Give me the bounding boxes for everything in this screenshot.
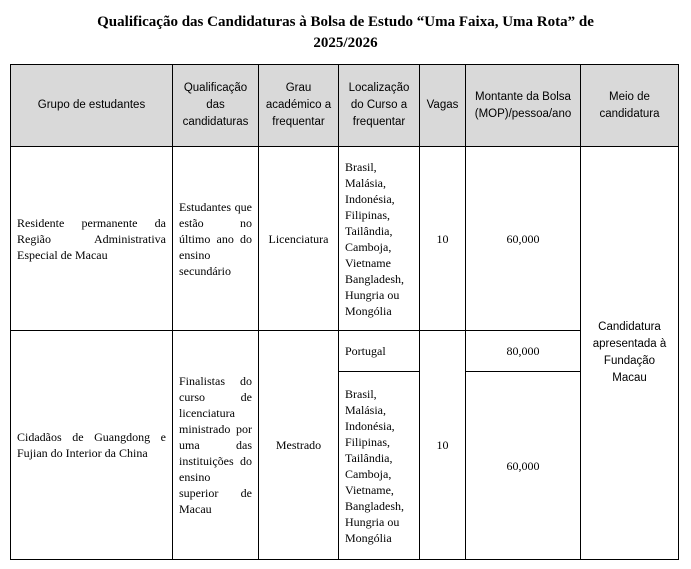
row2-location-other: Brasil, Malásia, Indonésia, Filipinas, Tailândia, Camboja, Vietname, Bangladesh, Hungria ou Mongólia xyxy=(339,372,420,560)
table-header-row xyxy=(11,65,679,147)
header-student-group: Grupo de estudantes xyxy=(11,65,173,147)
row2-vacancies: 10 xyxy=(420,331,466,560)
row1-amount: 60,000 xyxy=(466,147,581,331)
header-qualification: Qualificação das candidaturas xyxy=(173,65,259,147)
scholarship-table xyxy=(10,64,679,560)
row1-degree: Licenciatura xyxy=(259,147,339,331)
row2-amount-portugal: 80,000 xyxy=(466,331,581,372)
table-row xyxy=(11,147,679,331)
header-application-method: Meio de candidatura xyxy=(581,65,679,147)
row2-student-group: Cidadãos de Guangdong e Fujian do Interior da China xyxy=(11,331,173,560)
row2-location-portugal: Portugal xyxy=(339,331,420,372)
row1-student-group: Residente permanente da Região Administrativa Especial de Macau xyxy=(11,147,173,331)
row1-vacancies: 10 xyxy=(420,147,466,331)
row2-degree: Mestrado xyxy=(259,331,339,560)
row1-qualification: Estudantes que estão no último ano do ensino secundário xyxy=(173,147,259,331)
page-title xyxy=(0,12,691,54)
row1-location: Brasil, Malásia, Indonésia, Filipinas, Tailândia, Camboja, Vietname Bangladesh, Hungria ou Mongólia xyxy=(339,147,420,331)
header-amount: Montante da Bolsa (MOP)/pessoa/ano xyxy=(466,65,581,147)
page-title-line1: Qualificação das Candidaturas à Bolsa de Estudo “Uma Faixa, Uma Rota” de xyxy=(97,14,594,30)
row2-qualification: Finalistas do curso de licenciatura ministrado por uma das instituições do ensino superior de Macau xyxy=(173,331,259,560)
application-method: Candidatura apresentada à Fundação Macau xyxy=(581,147,679,560)
table-row xyxy=(11,331,679,372)
header-vacancies: Vagas xyxy=(420,65,466,147)
page-title-line2: 2025/2026 xyxy=(313,35,378,51)
header-degree: Grau académico a frequentar xyxy=(259,65,339,147)
header-location: Localização do Curso a frequentar xyxy=(339,65,420,147)
row2-amount-other: 60,000 xyxy=(466,372,581,560)
